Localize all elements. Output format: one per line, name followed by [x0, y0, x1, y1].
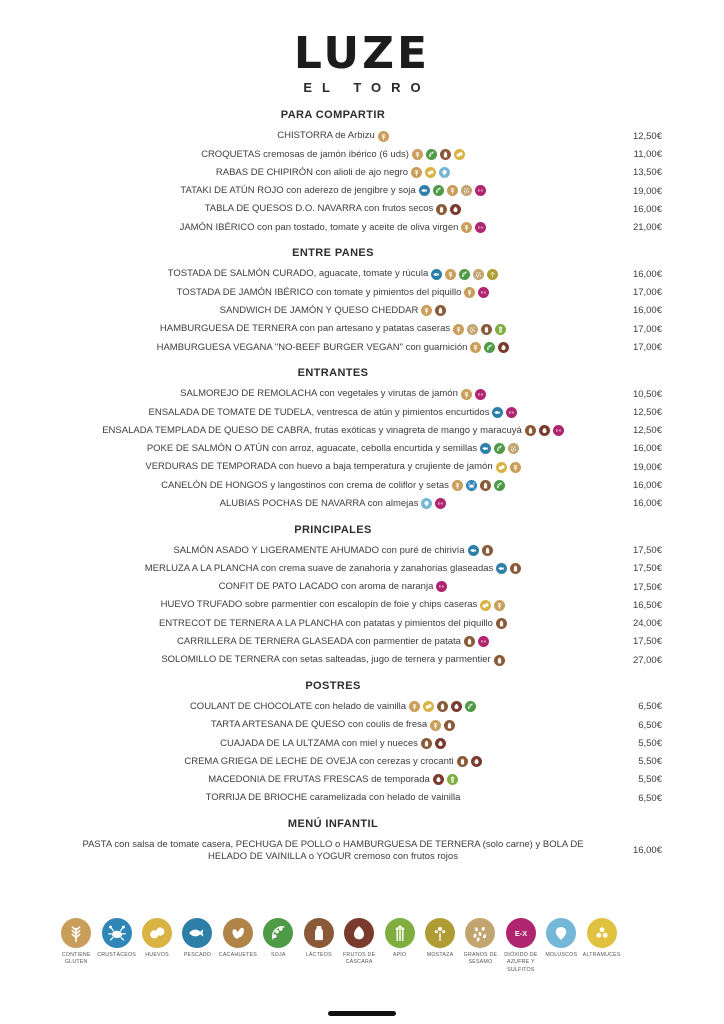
menu-item	[62, 342, 662, 354]
menu-item-text: SOLOMILLO DE TERNERA con setas salteadas, jugo de ternera y parmentier	[161, 654, 491, 666]
milk-jug-icon	[304, 918, 334, 948]
wheat-icon	[464, 287, 475, 298]
fish-icon	[431, 269, 442, 280]
mustard-icon	[425, 918, 455, 948]
wheat-icon	[452, 480, 463, 491]
menu-item	[62, 388, 662, 400]
menu-item-price: 16,00€	[632, 443, 662, 455]
allergen-legend-item	[501, 918, 541, 974]
milk-jug-icon	[481, 324, 492, 335]
wheat-icon	[61, 918, 91, 948]
allergen-legend-item	[460, 918, 500, 974]
svg-text:E-X: E-X	[514, 928, 527, 938]
menu-item-price: 16,00€	[632, 305, 662, 317]
wheat-icon	[445, 269, 456, 280]
wheat-icon	[412, 149, 423, 160]
milk-jug-icon	[464, 636, 475, 647]
menu-item-text: TORRIJA DE BRIOCHE caramelizada con helado de vainilla	[205, 792, 461, 804]
eggs-icon	[423, 701, 434, 712]
menu-item	[62, 618, 662, 630]
milk-jug-icon	[436, 204, 447, 215]
menu-item-price: 17,50€	[632, 581, 662, 593]
menu-item-text: COULANT DE CHOCOLATE con helado de vainilla	[189, 701, 407, 713]
menu-item-text: HAMBURGUESA DE TERNERA con pan artesano y patatas caseras	[159, 323, 451, 335]
menu-item	[62, 323, 662, 335]
menu-item	[62, 792, 662, 804]
allergen-label: MOLUSCOS	[545, 952, 578, 958]
menu-item-text: POKE DE SALMÓN O ATÚN con arroz, aguacate, cebolla encurtida y semillas	[146, 443, 478, 455]
soy-icon	[433, 185, 444, 196]
fish-icon	[182, 918, 212, 948]
lupin-icon	[587, 918, 617, 948]
menu-item	[62, 498, 662, 510]
menu-item-text: TOSTADA DE JAMÓN IBÉRICO con tomate y pimientos del piquillo	[176, 286, 462, 298]
section-title: ENTRE PANES	[292, 247, 374, 260]
menu-section-header	[62, 247, 662, 259]
menu-item	[62, 756, 662, 768]
menu-item	[62, 719, 662, 731]
allergen-legend	[56, 918, 622, 974]
allergen-label: CACAHUETES	[218, 952, 257, 958]
svg-text:E-X: E-X	[480, 639, 486, 644]
menu-section-header	[62, 109, 662, 121]
wheat-icon	[378, 131, 389, 142]
menu-item-price: 11,00€	[633, 149, 662, 161]
menu-item	[62, 305, 662, 317]
menu-item-price: 5,50€	[638, 737, 662, 749]
menu-item	[62, 654, 662, 666]
fish-icon	[480, 443, 491, 454]
shell-icon	[421, 498, 432, 509]
menu-item	[62, 701, 662, 713]
menu-item-text: JAMÓN IBÉRICO con pan tostado, tomate y aceite de oliva virgen	[179, 221, 459, 233]
svg-text:E-X: E-X	[478, 225, 484, 230]
nut-icon	[450, 204, 461, 215]
fish-icon	[468, 545, 479, 556]
logo-subtitle: EL TORO	[303, 80, 431, 96]
menu-item-price: 10,50€	[632, 388, 662, 400]
menu-item-text: CHISTORRA de Arbizu	[277, 130, 375, 142]
menu-item-price: 6,50€	[638, 792, 662, 804]
menu-item-text: HAMBURGUESA VEGANA "NO-BEEF BURGER VEGAN" con guarnición	[156, 341, 468, 353]
allergen-label: ALTRAMUCES	[582, 952, 621, 958]
wheat-icon	[461, 389, 472, 400]
sulfites-icon	[478, 636, 489, 647]
milk-jug-icon	[435, 305, 446, 316]
wheat-icon	[447, 185, 458, 196]
shell-icon	[439, 167, 450, 178]
menu-item-text: TOSTADA DE SALMÓN CURADO, aguacate, tomate y rúcula	[167, 268, 429, 280]
allergen-legend-item	[581, 918, 621, 974]
wheat-icon	[494, 600, 505, 611]
menu-item	[62, 545, 662, 557]
menu-item-price: 19,00€	[632, 185, 662, 197]
svg-text:E-X: E-X	[439, 585, 445, 590]
menu-item-price: 17,00€	[632, 287, 662, 299]
menu-item-price: 21,00€	[632, 222, 662, 234]
menu-item-text: TARTA ARTESANA DE QUESO con coulis de fresa	[210, 719, 428, 731]
svg-text:E-X: E-X	[438, 501, 444, 506]
menu-item-price: 13,50€	[632, 167, 662, 179]
menu-item-text: TABLA DE QUESOS D.O. NAVARRA con frutos secos	[204, 203, 434, 215]
menu-section-header	[62, 818, 662, 830]
soy-icon	[465, 701, 476, 712]
menu-item-text: CANELÓN DE HONGOS y langostinos con crema de coliflor y setas	[161, 479, 449, 491]
menu-item-text: ENSALADA TEMPLADA DE QUESO DE CABRA, frutas exóticas y vinagreta de mango y maracuyá	[102, 424, 522, 436]
allergen-label: SOJA	[271, 952, 286, 958]
nut-icon	[344, 918, 374, 948]
section-title: ENTRANTES	[297, 367, 369, 380]
allergen-legend-item	[420, 918, 460, 974]
allergen-legend-item	[541, 918, 581, 974]
menu-item-text: CUAJADA DE LA ULTZAMA con miel y nueces	[220, 737, 418, 749]
milk-jug-icon	[510, 563, 521, 574]
soy-icon	[494, 480, 505, 491]
section-title: MENÚ INFANTIL	[287, 818, 379, 831]
menu-item-price: 24,00€	[632, 618, 662, 630]
allergen-label: HUEVOS	[145, 952, 169, 958]
menu-item-price: 12,50€	[632, 406, 662, 418]
crab-icon	[102, 918, 132, 948]
menu-item-price: 17,50€	[632, 563, 662, 575]
menu-item	[62, 287, 662, 299]
menu-item-price: 12,50€	[632, 425, 662, 437]
menu-item	[62, 268, 662, 280]
menu-item	[62, 130, 662, 142]
menu-item-price: 16,00€	[632, 203, 662, 215]
logo-title: LUZE	[293, 28, 431, 79]
menu-item-text: VERDURAS DE TEMPORADA con huevo a baja temperatura y crujiente de jamón	[145, 461, 493, 473]
sulfites-icon	[475, 185, 486, 196]
mustard-icon	[487, 269, 498, 280]
wheat-icon	[409, 701, 420, 712]
menu-item-price: 16,50€	[632, 599, 662, 611]
celery-icon	[495, 324, 506, 335]
eggs-icon	[454, 149, 465, 160]
menu-item-text: HUEVO TRUFADO sobre parmentier con escalopín de foie y chips caseras	[160, 599, 478, 611]
menu-item-text: PASTA con salsa de tomate casera, PECHUGA DE POLLO o HAMBURGUESA DE TERNERA (solo carne) y BOLA DE HELADO DE VAINILLA o YOGUR cremoso con frutos rojos	[82, 839, 584, 862]
allergen-label: CONTIENE GLUTEN	[61, 952, 91, 966]
wheat-icon	[411, 167, 422, 178]
milk-jug-icon	[444, 720, 455, 731]
milk-jug-icon	[525, 425, 536, 436]
allergen-legend-item	[379, 918, 419, 974]
menu-item	[62, 443, 662, 455]
menu-item	[62, 738, 662, 750]
svg-text:E-X: E-X	[509, 410, 515, 415]
sulfites-icon	[475, 222, 486, 233]
sulfites-icon	[553, 425, 564, 436]
wheat-icon	[430, 720, 441, 731]
svg-text:E-X: E-X	[481, 290, 487, 295]
menu-item-price: 17,00€	[632, 323, 662, 335]
sesame-icon	[473, 269, 484, 280]
menu-item	[62, 167, 662, 179]
sesame-icon	[508, 443, 519, 454]
allergen-label: DIÓXIDO DE AZUFRE Y SULFITOS	[504, 952, 538, 973]
celery-icon	[447, 774, 458, 785]
menu-section-header	[62, 680, 662, 692]
section-title: PARA COMPARTIR	[280, 109, 386, 122]
svg-text:E-X: E-X	[477, 392, 483, 397]
soy-icon	[263, 918, 293, 948]
allergen-legend-item	[299, 918, 339, 974]
restaurant-logo	[62, 30, 662, 95]
nut-icon	[539, 425, 550, 436]
nut-icon	[451, 701, 462, 712]
menu-item-price: 16,00€	[632, 845, 662, 857]
menu-item-price: 5,50€	[638, 774, 662, 786]
fish-icon	[419, 185, 430, 196]
allergen-legend-item	[96, 918, 136, 974]
section-title: PRINCIPALES	[294, 523, 372, 536]
menu-item	[62, 222, 662, 234]
menu-item-price: 6,50€	[638, 719, 662, 731]
home-indicator	[328, 1011, 396, 1016]
menu-item-text: MACEDONIA DE FRUTAS FRESCAS de temporada	[208, 774, 430, 786]
allergen-label: LÁCTEOS	[305, 952, 332, 958]
soy-icon	[426, 149, 437, 160]
menu-item	[62, 425, 662, 437]
menu-item-text: SALMÓN ASADO Y LIGERAMENTE AHUMADO con puré de chirivía	[173, 544, 465, 556]
menu-section-header	[62, 524, 662, 536]
soy-icon	[484, 342, 495, 353]
menu-item-price: 16,00€	[632, 268, 662, 280]
eggs-icon	[142, 918, 172, 948]
menu-item-price: 17,00€	[632, 341, 662, 353]
menu-item-price: 27,00€	[632, 654, 662, 666]
menu-item-text: CARRILLERA DE TERNERA GLASEADA con parmentier de patata	[177, 636, 461, 647]
fish-icon	[492, 407, 503, 418]
menu-sections	[62, 109, 662, 862]
eggs-icon	[425, 167, 436, 178]
milk-jug-icon	[437, 701, 448, 712]
menu-item	[62, 480, 662, 492]
sesame-icon	[467, 324, 478, 335]
allergen-legend-item	[339, 918, 379, 974]
nut-icon	[498, 342, 509, 353]
wheat-icon	[453, 324, 464, 335]
sulfites-icon	[435, 498, 446, 509]
menu-item-text: ENSALADA DE TOMATE DE TUDELA, ventresca de atún y pimientos encurtidos	[148, 406, 490, 418]
menu-item-price: 16,00€	[632, 480, 662, 492]
sulfites-icon	[478, 287, 489, 298]
milk-jug-icon	[496, 618, 507, 629]
menu-item-price: 6,50€	[638, 701, 662, 713]
menu-item-price: 16,00€	[632, 498, 662, 510]
allergen-label: CRUSTÁCEOS	[97, 952, 137, 958]
milk-jug-icon	[457, 756, 468, 767]
eggs-icon	[480, 600, 491, 611]
menu-item	[62, 636, 662, 648]
menu-item	[62, 563, 662, 575]
milk-jug-icon	[482, 545, 493, 556]
menu-item-text: MERLUZA A LA PLANCHA con crema suave de zanahoria y zanahorias glaseadas	[144, 562, 494, 574]
allergen-legend-item	[137, 918, 177, 974]
allergen-label: APIO	[392, 952, 407, 958]
menu-item	[62, 599, 662, 611]
menu-item-price: 19,00€	[632, 461, 662, 473]
sesame-icon	[461, 185, 472, 196]
allergen-legend-item	[258, 918, 298, 974]
sulfites-icon	[475, 389, 486, 400]
menu-item	[62, 774, 662, 786]
menu-item-price: 17,50€	[632, 636, 662, 648]
allergen-label: GRANOS DE SÉSAMO	[463, 952, 498, 966]
menu-item	[62, 149, 662, 161]
menu-item-text: ENTRECOT DE TERNERA A LA PLANCHA con patatas y pimientos del piquillo	[159, 617, 493, 629]
milk-jug-icon	[421, 738, 432, 749]
menu-item-text: ALUBIAS POCHAS DE NAVARRA con almejas	[219, 497, 419, 509]
shell-icon	[546, 918, 576, 948]
menu-item	[62, 203, 662, 215]
peanut-icon	[223, 918, 253, 948]
eggs-icon	[496, 462, 507, 473]
menu-item-text: CREMA GRIEGA DE LECHE DE OVEJA con cerezas y crocanti	[184, 755, 454, 767]
menu-item	[62, 581, 662, 593]
menu-item-text: SANDWICH DE JAMÓN Y QUESO CHEDDAR	[219, 305, 419, 317]
celery-icon	[385, 918, 415, 948]
wheat-icon	[421, 305, 432, 316]
allergen-label: FRUTOS DE CÁSCARA	[343, 952, 376, 966]
menu-item	[62, 407, 662, 419]
svg-text:E-X: E-X	[555, 428, 561, 433]
wheat-icon	[461, 222, 472, 233]
sulfites-icon	[506, 407, 517, 418]
menu-section-header	[62, 367, 662, 379]
nut-icon	[471, 756, 482, 767]
menu-item-text: SALMOREJO DE REMOLACHA con vegetales y virutas de jamón	[180, 388, 458, 400]
allergen-legend-item	[177, 918, 217, 974]
menu-item-price: 17,50€	[632, 545, 662, 557]
milk-jug-icon	[480, 480, 491, 491]
section-title: POSTRES	[305, 680, 361, 693]
menu-item-text: TATAKI DE ATÚN ROJO con aderezo de jengibre y soja	[180, 185, 416, 197]
allergen-label: MOSTAZA	[426, 952, 454, 958]
menu-item-price: 5,50€	[638, 756, 662, 768]
milk-jug-icon	[494, 655, 505, 666]
menu-item-text: RABAS DE CHIPIRÓN con alioli de ajo negro	[215, 166, 409, 178]
allergen-legend-item	[218, 918, 258, 974]
allergen-label: PESCADO	[183, 952, 212, 958]
sesame-icon	[465, 918, 495, 948]
svg-text:E-X: E-X	[477, 189, 483, 194]
menu-item	[62, 185, 662, 197]
wheat-icon	[470, 342, 481, 353]
allergen-legend-item	[56, 918, 96, 974]
wheat-icon	[510, 462, 521, 473]
soy-icon	[494, 443, 505, 454]
milk-jug-icon	[440, 149, 451, 160]
fish-icon	[496, 563, 507, 574]
nut-icon	[435, 738, 446, 749]
menu-item-text: CONFIT DE PATO LACADO con aroma de naranja	[218, 581, 434, 593]
soy-icon	[459, 269, 470, 280]
nut-icon	[433, 774, 444, 785]
menu-item	[62, 461, 662, 473]
crab-icon	[466, 480, 477, 491]
menu-item	[62, 839, 662, 863]
sulfites-icon	[436, 581, 447, 592]
sulfites-icon	[506, 918, 536, 948]
menu-item-price: 12,50€	[632, 130, 662, 142]
menu-item-text: CROQUETAS cremosas de jamón ibérico (6 uds)	[201, 148, 409, 160]
